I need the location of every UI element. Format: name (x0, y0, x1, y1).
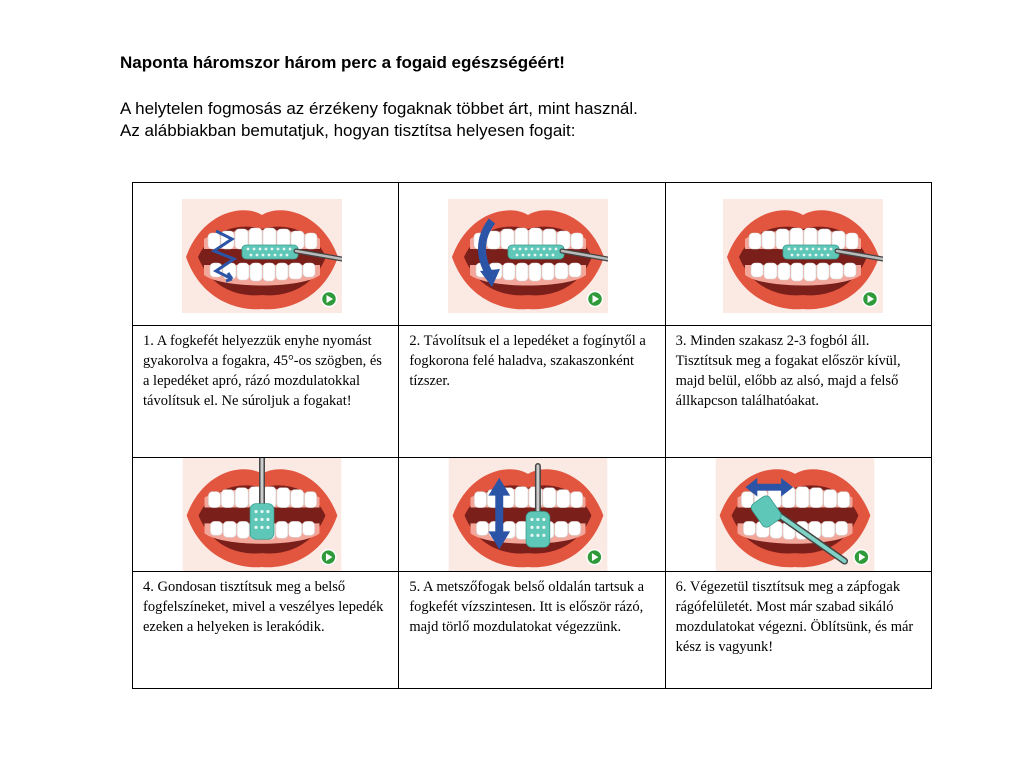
step-6-text: 6. Végezetül tisztítsuk meg a zápfogak rágófelületét. Most már szabad sikáló mozdulatokat végezni. Öblítsünk, és már kész is vagyunk! (665, 572, 931, 689)
step-1-text: 1. A fogkefét helyezzük enyhe nyomást gyakorolva a fogakra, 45°-os szögben, és a lepedéket apró, rázó mozdulatokkal távolítsuk el. Ne súroljuk a fogakat! (133, 326, 399, 458)
step-1-image-cell (133, 183, 399, 326)
step-4-illustration (182, 458, 342, 572)
text-row-2 (133, 572, 932, 689)
text-row-1 (133, 326, 932, 458)
instructions-table (132, 182, 932, 689)
page-heading: Naponta háromszor három perc a fogaid egészségéért! (120, 53, 565, 72)
step-2-image-cell (399, 183, 665, 326)
step-3-text: 3. Minden szakasz 2-3 fogból áll. Tisztítsuk meg a fogakat először kívül, majd belül, előbb az alsó, majd a felső állkapcson találhatóakat. (665, 326, 931, 458)
step-4-text: 4. Gondosan tisztítsuk meg a belső fogfelszíneket, mivel a veszélyes lepedék ezeken a helyeken is lerakódik. (133, 572, 399, 689)
image-row-1 (133, 183, 932, 326)
intro-line-1: A helytelen fogmosás az érzékeny fogaknak többet árt, mint használ. (120, 99, 638, 118)
image-row-2 (133, 458, 932, 572)
step-2-text: 2. Távolítsuk el a lepedéket a fogínytől a fogkorona felé haladva, szakaszonként tízszer. (399, 326, 665, 458)
intro-line-2: Az alábbiakban bemutatjuk, hogyan tisztítsa helyesen fogait: (120, 121, 576, 140)
intro-text (120, 98, 638, 142)
step-5-text: 5. A metszőfogak belső oldalán tartsuk a fogkefét vízszintesen. Itt is először rázó, majd törlő mozdulatokat végezzünk. (399, 572, 665, 689)
step-3-illustration (723, 199, 883, 313)
step-6-illustration (715, 458, 875, 572)
step-5-image-cell (399, 458, 665, 572)
step-1-illustration (182, 199, 342, 313)
step-2-illustration (448, 199, 608, 313)
step-3-image-cell (665, 183, 931, 326)
step-5-illustration (448, 458, 608, 572)
step-4-image-cell (133, 458, 399, 572)
step-6-image-cell (665, 458, 931, 572)
